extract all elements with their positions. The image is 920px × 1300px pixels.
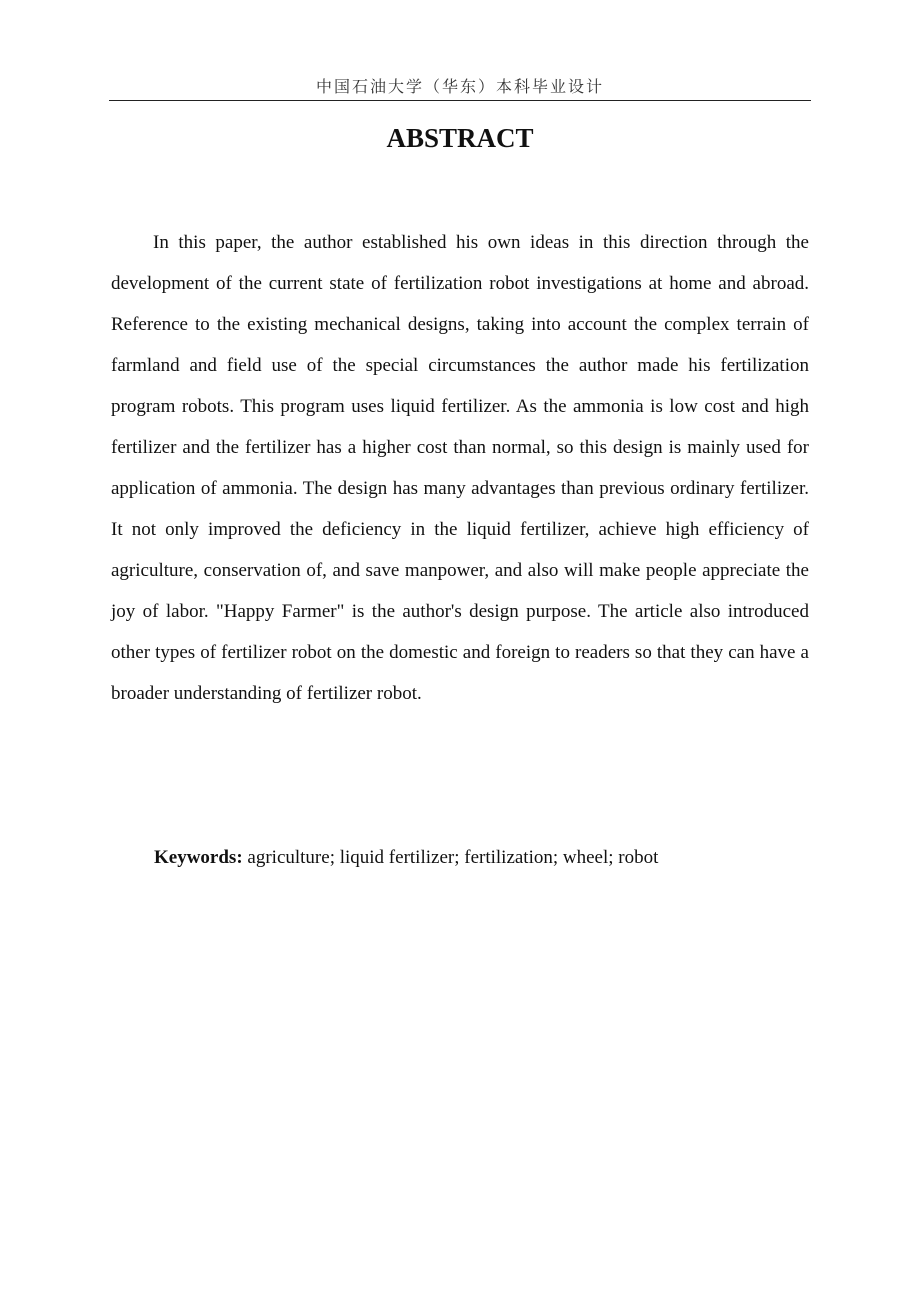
keywords-label: Keywords: [154, 847, 243, 868]
abstract-body: In this paper, the author established his own ideas in this direction through the development of the current state of fertilization robot investigations at home and abroad. Reference to the existing mechanical designs, taking into account the complex terrain of farmland and field use of the special circumstances the author made his fertilization program robots. This program uses liquid fertilizer. As the ammonia is low cost and high fertilizer and the fertilizer has a higher cost than normal, so this design is mainly used for application of ammonia. The design has many advantages than previous ordinary fertilizer. It not only improved the deficiency in the liquid fertilizer, achieve high efficiency of agriculture, conservation of, and save manpower, and also will make people appreciate the joy of labor. "Happy Farmer" is the author's design purpose. The article also introduced other types of fertilizer robot on the domestic and foreign to readers so that they can have a broader understanding of fertilizer robot. [111, 232, 809, 704]
abstract-title: ABSTRACT [386, 123, 534, 153]
header-divider [109, 100, 811, 101]
keywords-value: agriculture; liquid fertilizer; fertilization; wheel; robot [247, 847, 659, 868]
page-header: 中国石油大学（华东）本科毕业设计 [315, 77, 604, 96]
keywords-line [154, 837, 809, 878]
